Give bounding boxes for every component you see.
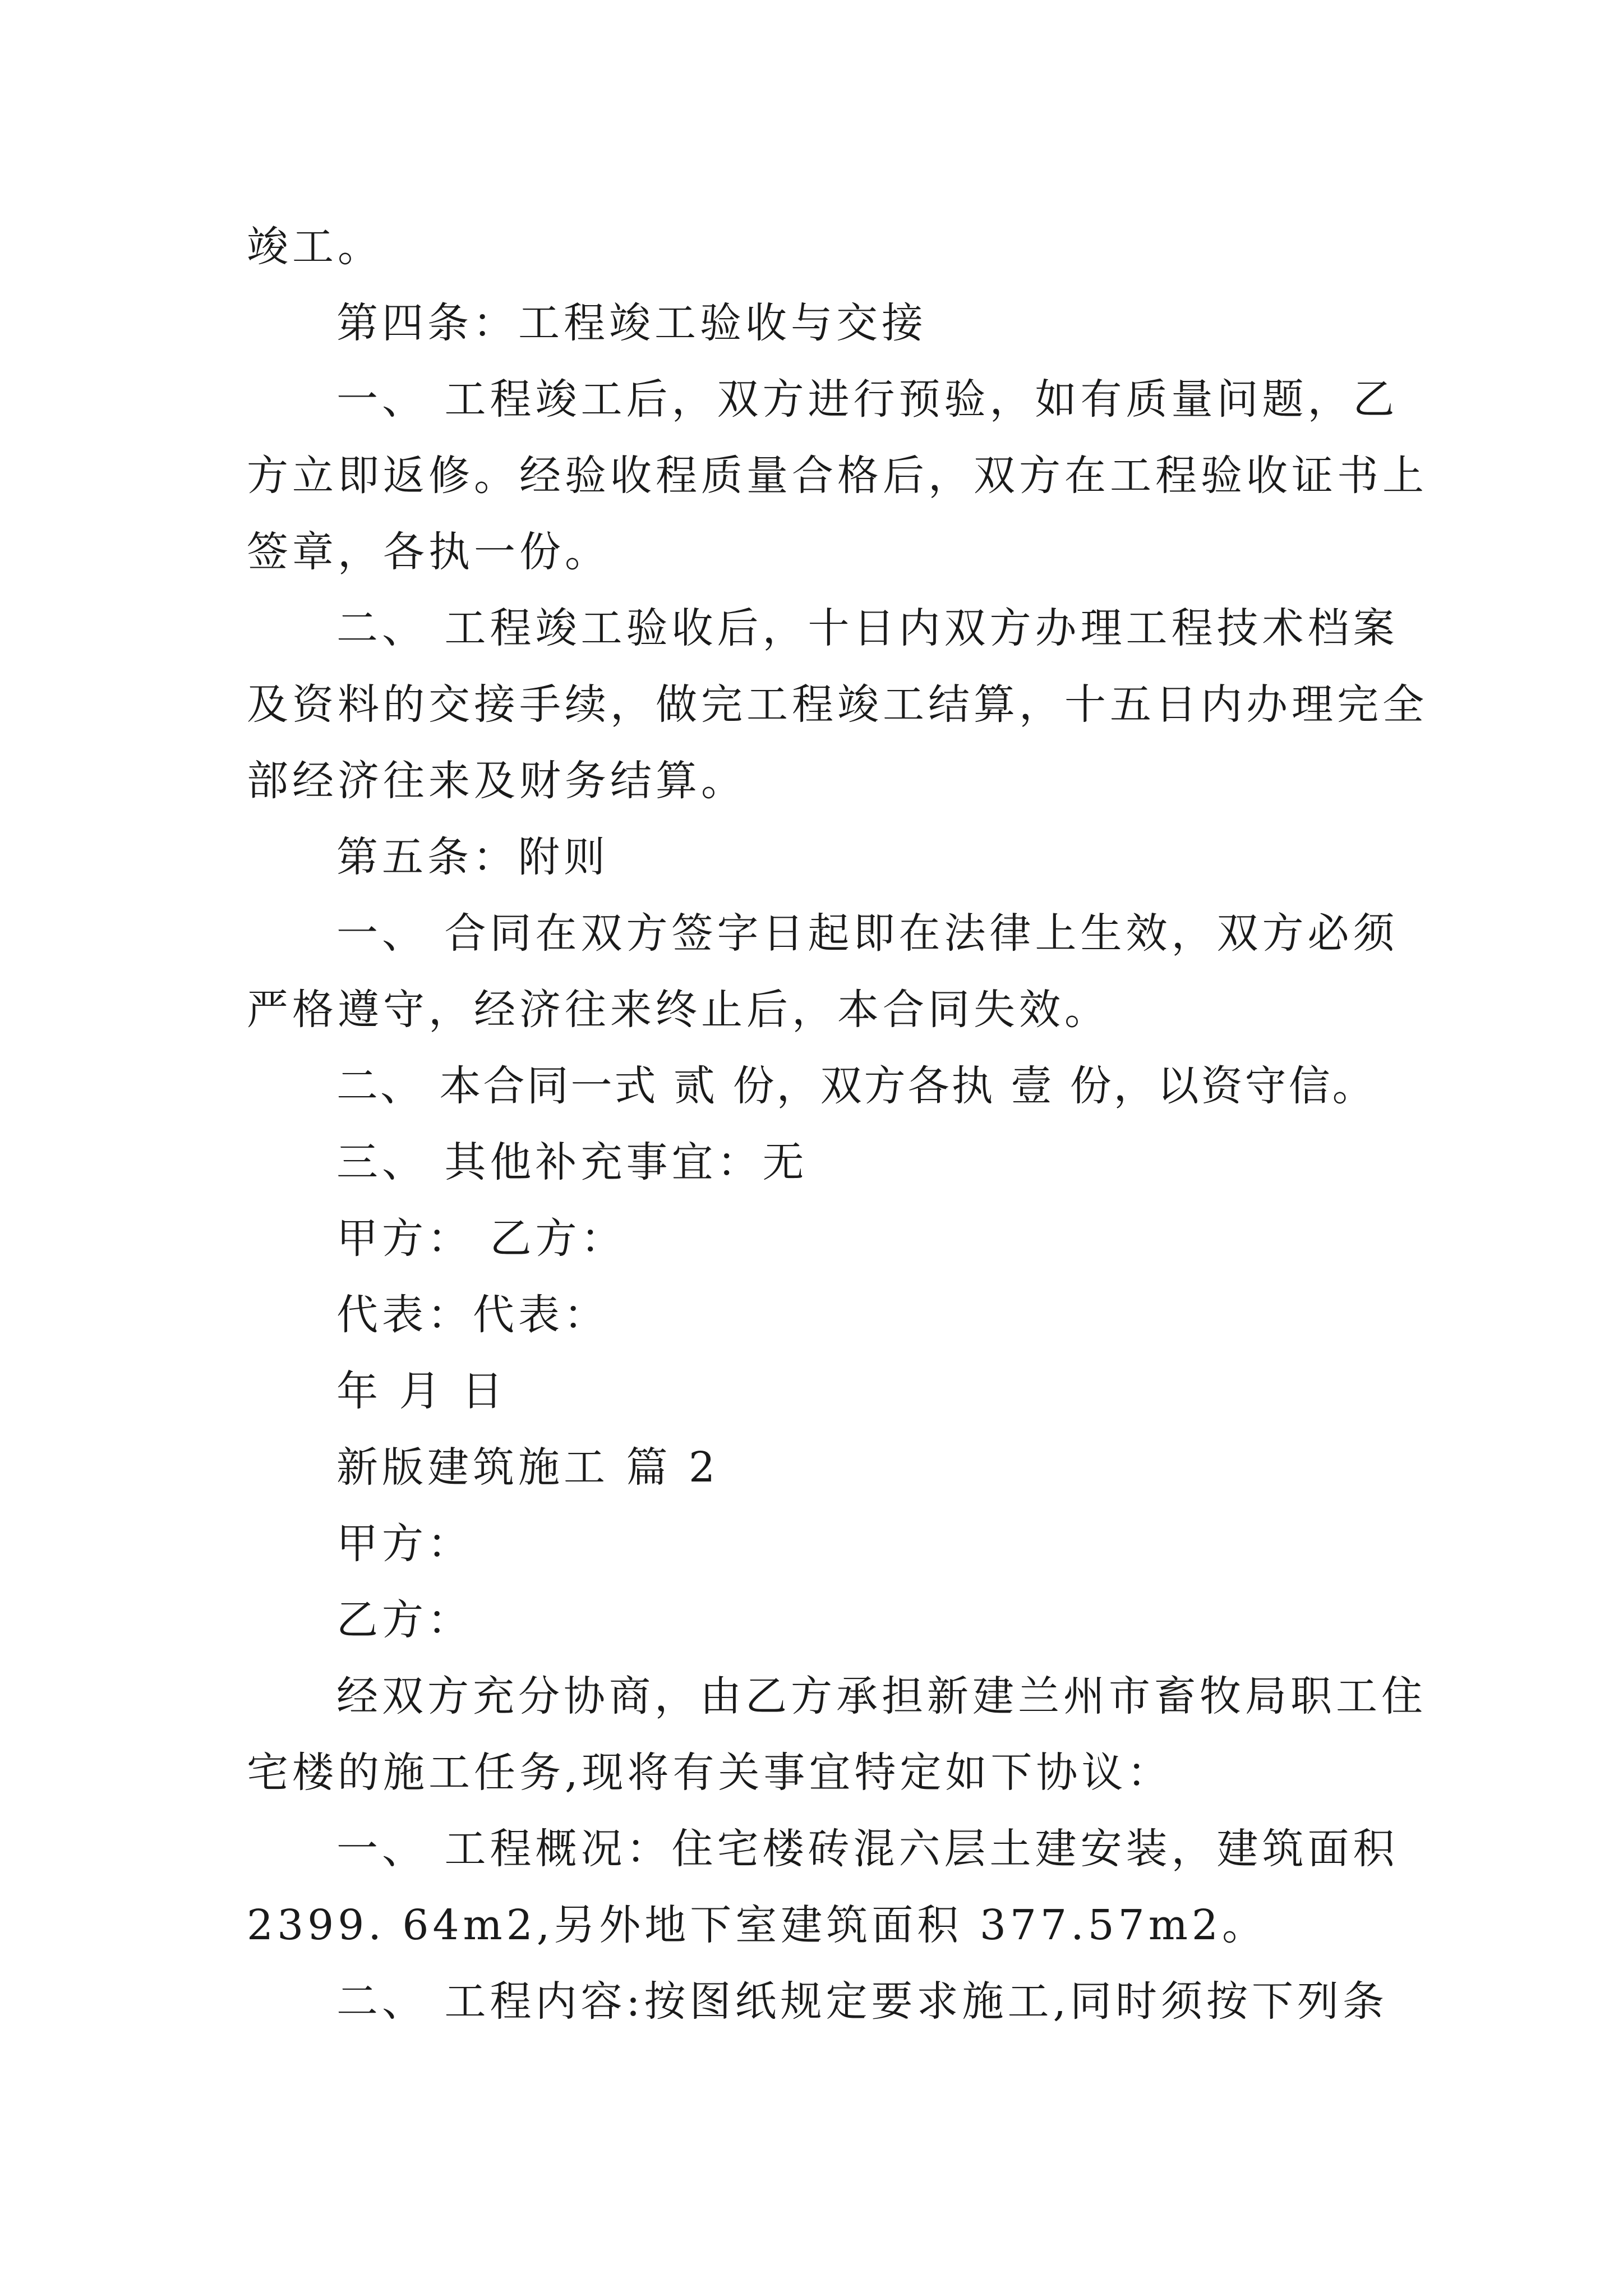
text-line: 一、 工程竣工后，双方进行预验，如有质量问题，乙 [336, 375, 1399, 424]
section-title: 新版建筑施工 篇 2 [336, 1443, 720, 1492]
signature-parties: 甲方： 乙方： [336, 1214, 626, 1263]
text-line: 方立即返修。经验收程质量合格后，双方在工程验收证书上 [247, 452, 1428, 500]
text-line: 严格遵守，经济往来终止后，本合同失效。 [247, 986, 1110, 1034]
text-line: 竣工。 [247, 223, 383, 271]
text-line: 部经济往来及财务结算。 [247, 757, 746, 805]
text-line: 三、 其他补充事宜：无 [336, 1138, 808, 1186]
text-line: 一、 工程概况：住宅楼砖混六层土建安装，建筑面积 [336, 1825, 1399, 1873]
signature-date: 年 月 日 [336, 1367, 508, 1415]
text-line: 一、 合同在双方签字日起即在法律上生效，双方必须 [336, 909, 1399, 958]
text-line: 签章，各执一份。 [247, 528, 610, 576]
party-a-label: 甲方： [336, 1520, 473, 1568]
text-line: 宅楼的施工任务,现将有关事宜特定如下协议： [247, 1749, 1173, 1797]
text-line: 经双方充分协商，由乙方承担新建兰州市畜牧局职工住 [336, 1672, 1427, 1720]
section-heading-article-5: 第五条：附则 [336, 833, 609, 881]
text-line: 二、 工程竣工验收后，十日内双方办理工程技术档案 [336, 604, 1399, 652]
party-b-label: 乙方： [336, 1596, 473, 1644]
section-heading-article-4: 第四条：工程竣工验收与交接 [336, 299, 927, 347]
signature-representatives: 代表：代表： [336, 1291, 609, 1339]
text-line: 二、 工程内容:按图纸规定要求施工,同时须按下列条 [336, 1977, 1388, 2026]
document-body [247, 209, 1428, 2040]
text-line: 二、 本合同一式 贰 份，双方各执 壹 份，以资守信。 [336, 1062, 1376, 1110]
text-line: 及资料的交接手续，做完工程竣工结算，十五日内办理完全 [247, 680, 1428, 729]
text-line: 2399. 64m2,另外地下室建筑面积 377.57m2。 [247, 1901, 1268, 1949]
